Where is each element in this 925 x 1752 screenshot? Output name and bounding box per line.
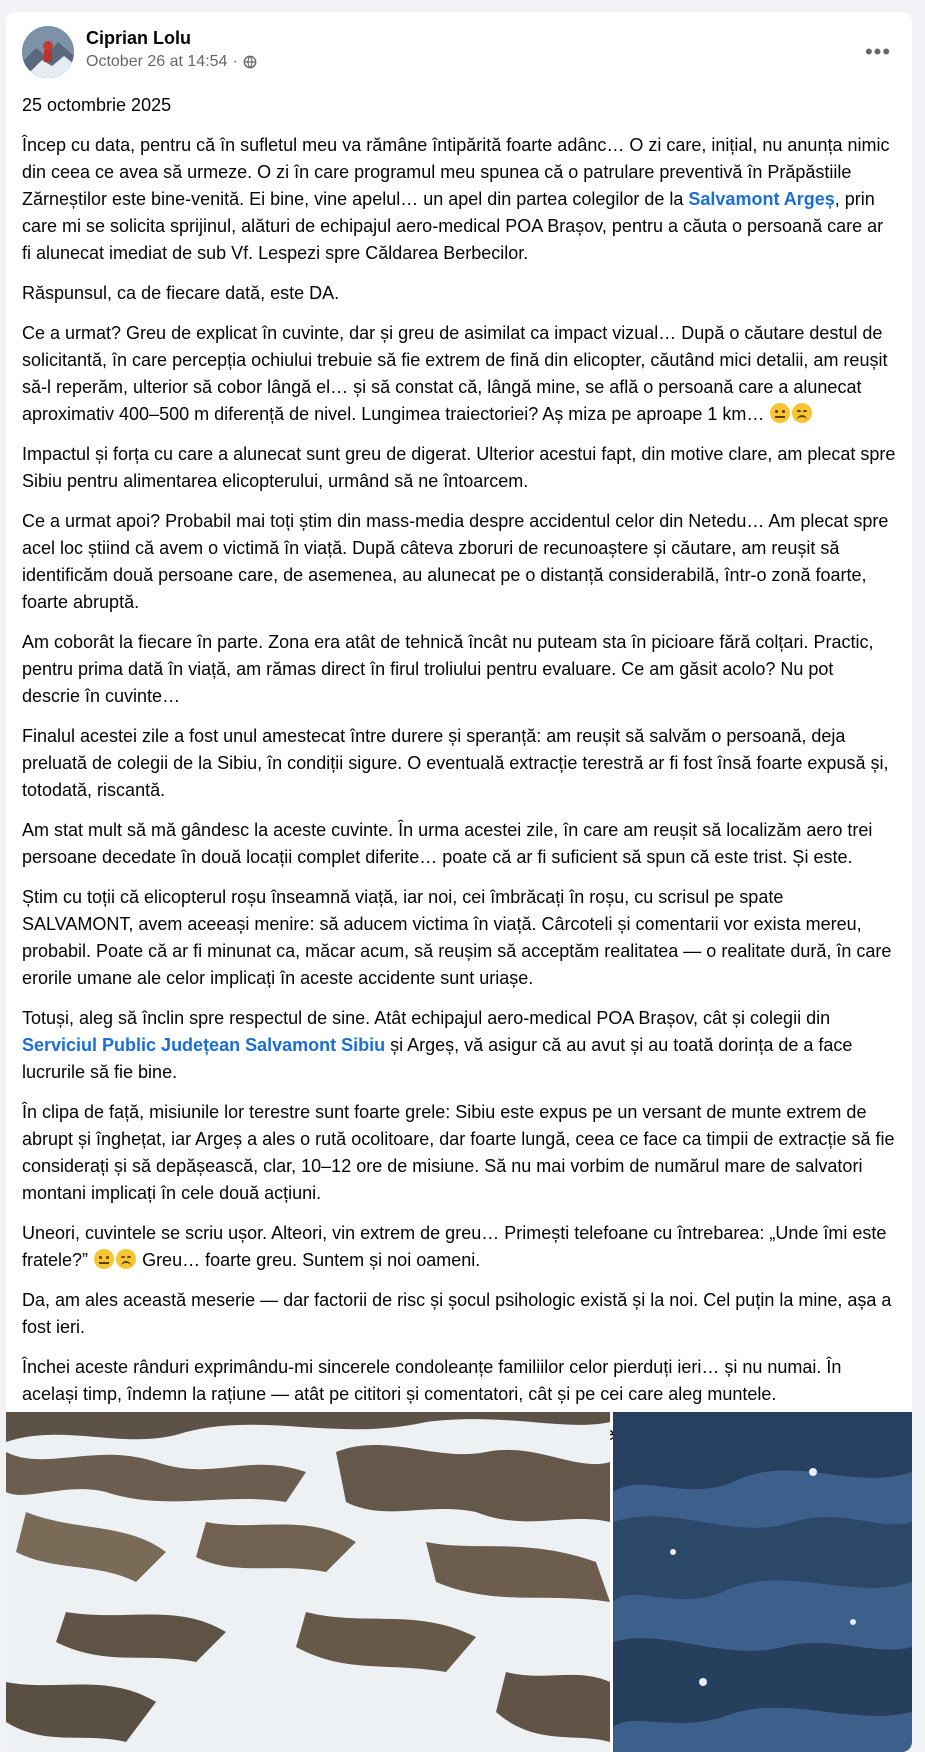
paragraph: În clipa de față, misiunile lor terestre sunt foarte grele: Sibiu este expus pe un versant de munte extrem de abrupt și înghețat, iar Argeș a ales o rută ocolitoare, dar foarte lungă, ceea ce face ca timpii de extracție să fie considerați și să depășească, clar, 10–12 ore de misiune. Să nu mai vorbim de numărul mare de salvatori montani implicați în cele două acțiuni. — [22, 1102, 895, 1203]
more-options-button[interactable] — [860, 34, 896, 70]
post-timestamp[interactable]: October 26 at 14:54 — [86, 53, 228, 70]
photo-grid — [6, 1412, 912, 1752]
paragraph: Totuși, aleg să înclin spre respectul de sine. Atât echipajul aero-medical POA Brașov, cât și colegii din Serviciul Public Județean Salvamont Sibiu și Argeș, vă asigur că au avut și au toată dorința de a face lucrurile să fie bine. — [22, 1008, 853, 1082]
paragraph: Știm cu toții că elicopterul roșu înseamnă viață, iar noi, cei îmbrăcați în roșu, cu scrisul pe spate SALVAMONT, avem aceeași menire: să aducem victima în viață. Cârcoteli și comentarii vor exista mereu, probabil. Poate că ar fi minunat ca, măcar acum, să reușim să acceptăm realitatea — o realitate dură, în care erorile umane ale celor implicați în aceste accidente sunt uriașe. — [22, 887, 892, 988]
paragraph: Finalul acestei zile a fost unul amestecat între durere și speranță: am reușit să salvăm o persoană, deja preluată de colegii de la Sibiu, în condiții sigure. O eventuală extracție terestră ar fi fost însă foarte expusă și, totodată, riscantă. — [22, 726, 889, 800]
neutral-face-icon — [770, 403, 790, 423]
paragraph: Închei aceste rânduri exprimându-mi sincerele condoleanțe familiilor celor pierduți ieri… și nu numai. În același timp, îndemn la rațiune — atât pe cititori și comentatori, cât și pe cei care aleg muntele. — [22, 1357, 842, 1404]
mention-salvamont-sibiu[interactable]: Serviciul Public Județean Salvamont Sibiu — [22, 1035, 386, 1055]
paragraph: Am stat mult să mă gândesc la aceste cuvinte. În urma acestei zile, în care am reușit să localizăm aero trei persoane decedate în două locații complet diferite… poate că ar fi suficient să spun că este trist. Și este. — [22, 820, 873, 867]
paragraph: Da, am ales această meserie — dar factorii de risc și șocul psihologic există și la noi. Cel puțin la mine, așa a fost ieri. — [22, 1290, 892, 1337]
author-name[interactable]: Ciprian Lolu — [86, 28, 191, 48]
globe-icon[interactable] — [243, 55, 257, 69]
avatar[interactable] — [22, 26, 74, 78]
disappointed-face-icon — [116, 1249, 136, 1269]
paragraph: Încep cu data, pentru că în sufletul meu va rămâne întipărită foarte adânc… O zi care, inițial, nu anunța nimic din ceea ce avea să urmeze. O zi în care programul meu spunea că o patrulare preventivă în Prăpăstiile Zărneștilor este bine-venită. Ei bine, vine apelul… un apel din partea colegilor de la Salvamont Argeș, prin care mi se solicita sprijinul, alături de echipajul aero-medical POA Brașov, pentru a căuta o persoană care ar fi alunecat imediat de sub Vf. Lespezi spre Căldarea Berbecilor. — [22, 135, 890, 263]
paragraph: Răspunsul, ca de fiecare dată, este DA. — [22, 283, 340, 303]
paragraph: Uneori, cuvintele se scriu ușor. Alteori, vin extrem de greu… Primești telefoane cu întrebarea: „Unde îmi este fratele?” Greu… foarte greu. Suntem și noi oameni. — [22, 1223, 887, 1270]
post-card — [6, 12, 912, 1752]
mountain-photo-image — [6, 1412, 610, 1752]
post-header — [22, 26, 896, 78]
paragraph: Am coborât la fiecare în parte. Zona era atât de tehnică încât nu puteam sta în picioare fără colțari. Practic, pentru prima dată în viață, am rămas direct în firul troliului pentru evaluare. Ce am găsit acolo? Nu pot descrie în cuvinte… — [22, 632, 874, 706]
paragraph: Ce a urmat? Greu de explicat în cuvinte, dar și greu de asimilat ca impact vizual… După o căutare destul de solicitantă, în care percepția ochiului trebuie să fie extrem de fină din elicopter, căutând mici detalii, am reușit să-l reperăm, ulterior să cobor lângă el… și să constat că, lângă mine, se află o persoană care a alunecat aproximativ 400–500 m diferență de nivel. Lungimea traiectoriei? Aș miza pe aproape 1 km… — [22, 323, 888, 424]
neutral-face-icon — [94, 1249, 114, 1269]
paragraph: Impactul și forța cu care a alunecat sunt greu de digerat. Ulterior acestui fapt, din motive clare, am plecat spre Sibiu pentru alimentarea elicopterului, urmând să ne întoarcem. — [22, 444, 896, 491]
paragraph: Ce a urmat apoi? Probabil mai toți știm din mass-media despre accidentul celor din Netedu… Am plecat spre acel loc știind că avem o victimă în viață. După câteva zboruri de recunoaștere și căutare, am reușit să identificăm două persoane care, de asemenea, au alunecat pe o distanță considerabilă, într-o zonă foarte, foarte abruptă. — [22, 511, 889, 612]
post-body — [22, 92, 896, 1555]
disappointed-face-icon — [792, 403, 812, 423]
date-line: 25 octombrie 2025 — [22, 95, 172, 115]
photo-mountain-1[interactable] — [6, 1412, 610, 1752]
photo-mountain-2[interactable] — [613, 1412, 912, 1752]
mention-salvamont-arges[interactable]: Salvamont Argeș — [688, 189, 835, 209]
more-options-icon: ••• — [864, 39, 892, 64]
avatar-image — [22, 26, 74, 78]
mountain-photo-image — [613, 1412, 912, 1752]
post-meta — [86, 53, 257, 71]
meta-separator: · — [232, 53, 238, 70]
